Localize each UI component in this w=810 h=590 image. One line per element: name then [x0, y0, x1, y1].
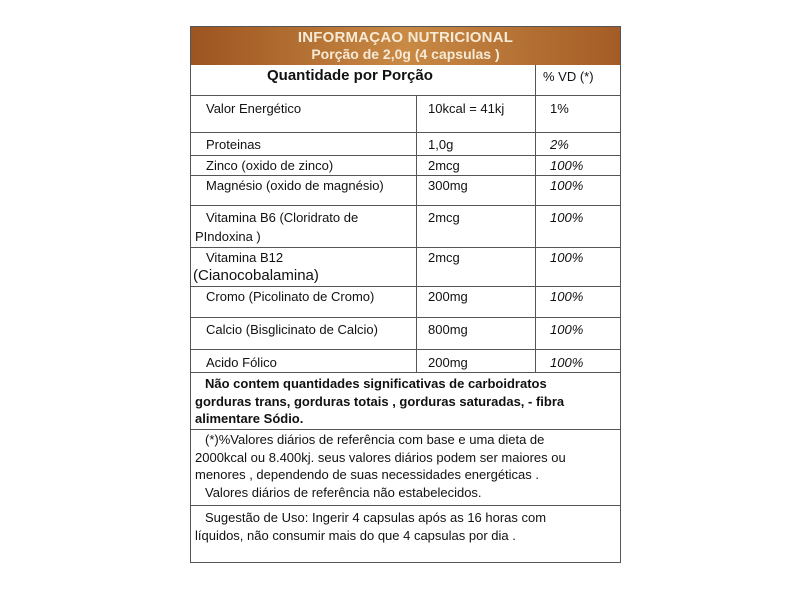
nutrient-amount: 800mg: [428, 322, 468, 337]
nutrient-name: Cromo (Picolinato de Cromo): [206, 289, 375, 304]
nutrient-name: Zinco (oxido de zinco): [206, 158, 334, 173]
row-divider: [191, 175, 620, 176]
nutrient-dv: 1%: [550, 101, 569, 116]
nutrient-name: Magnésio (oxido de magnésio): [206, 178, 384, 193]
dv-column-header: % VD (*): [543, 69, 594, 84]
nutrient-amount: 2mcg: [428, 158, 460, 173]
column-divider-amount: [416, 96, 417, 372]
daily-values-note: [191, 431, 620, 501]
row-divider: [191, 155, 620, 156]
nutrient-dv: 100%: [550, 178, 584, 193]
row-divider: [191, 372, 620, 373]
nutrient-dv: 100%: [550, 250, 584, 265]
row-divider: [191, 247, 620, 248]
nutrient-dv: 100%: [550, 289, 584, 304]
nutrient-dv: 100%: [550, 158, 584, 173]
nutrient-dv: 2%: [550, 137, 569, 152]
note-line: (*)%Valores diários de referência com base e uma dieta de: [205, 432, 545, 447]
nutrient-amount: 10kcal = 41kj: [428, 101, 505, 116]
note-line: 2000kcal ou 8.400kj. seus valores diários podem ser maiores ou: [195, 449, 566, 465]
nutrient-amount: 300mg: [428, 178, 468, 193]
nutrient-name: Valor Energético: [206, 101, 302, 116]
nutrient-amount: 200mg: [428, 355, 468, 370]
not-significant-note: [191, 375, 620, 428]
nutrient-dv: 100%: [550, 355, 584, 370]
serving-size: Porção de 2,0g (4 capsulas ): [311, 46, 500, 62]
row-divider: [191, 132, 620, 133]
header-title: INFORMAÇAO NUTRICIONAL: [297, 29, 514, 46]
table-header: [191, 27, 620, 65]
nutrient-dv: 100%: [550, 322, 584, 337]
nutrition-facts-table: [190, 26, 621, 563]
row-divider: [191, 349, 620, 350]
nutrient-amount: 2mcg: [428, 210, 460, 225]
nutrient-name-continued: (Cianocobalamina): [193, 267, 319, 284]
quantity-column-header: Quantidade por Porção: [267, 67, 433, 84]
note-line: menores , dependendo de suas necessidades energéticas .: [195, 467, 540, 482]
section-divider: [191, 429, 620, 430]
row-divider: [191, 286, 620, 287]
row-divider: [191, 205, 620, 206]
nutrient-name: Vitamina B12: [206, 250, 284, 265]
nutrient-name: Vitamina B6 (Cloridrato de: [206, 210, 359, 225]
note-line: alimentare Sódio.: [195, 411, 304, 426]
nutrient-amount: 200mg: [428, 289, 468, 304]
note-line: Valores diários de referência não estabelecidos.: [205, 484, 482, 500]
note-line: Não contem quantidades significativas de carboidratos: [205, 376, 547, 391]
nutrient-name: Acido Fólico: [206, 355, 277, 370]
nutrient-name-continued: PIndoxina ): [195, 229, 261, 244]
note-line: gorduras trans, gorduras totais , gorduras saturadas, - fibra: [195, 393, 565, 409]
section-divider: [191, 505, 620, 506]
nutrient-dv: 100%: [550, 210, 584, 225]
column-divider-dv: [535, 65, 536, 372]
row-divider: [191, 317, 620, 318]
nutrient-name: Calcio (Bisglicinato de Calcio): [206, 322, 378, 337]
nutrient-amount: 1,0g: [428, 137, 454, 152]
nutrient-name: Proteinas: [206, 137, 261, 152]
column-header-row: [191, 65, 620, 96]
nutrient-amount: 2mcg: [428, 250, 460, 265]
note-line: líquidos, não consumir mais do que 4 capsulas por dia .: [195, 527, 516, 543]
note-line: Sugestão de Uso: Ingerir 4 capsulas após as 16 horas com: [205, 510, 547, 525]
usage-note: [191, 509, 620, 544]
